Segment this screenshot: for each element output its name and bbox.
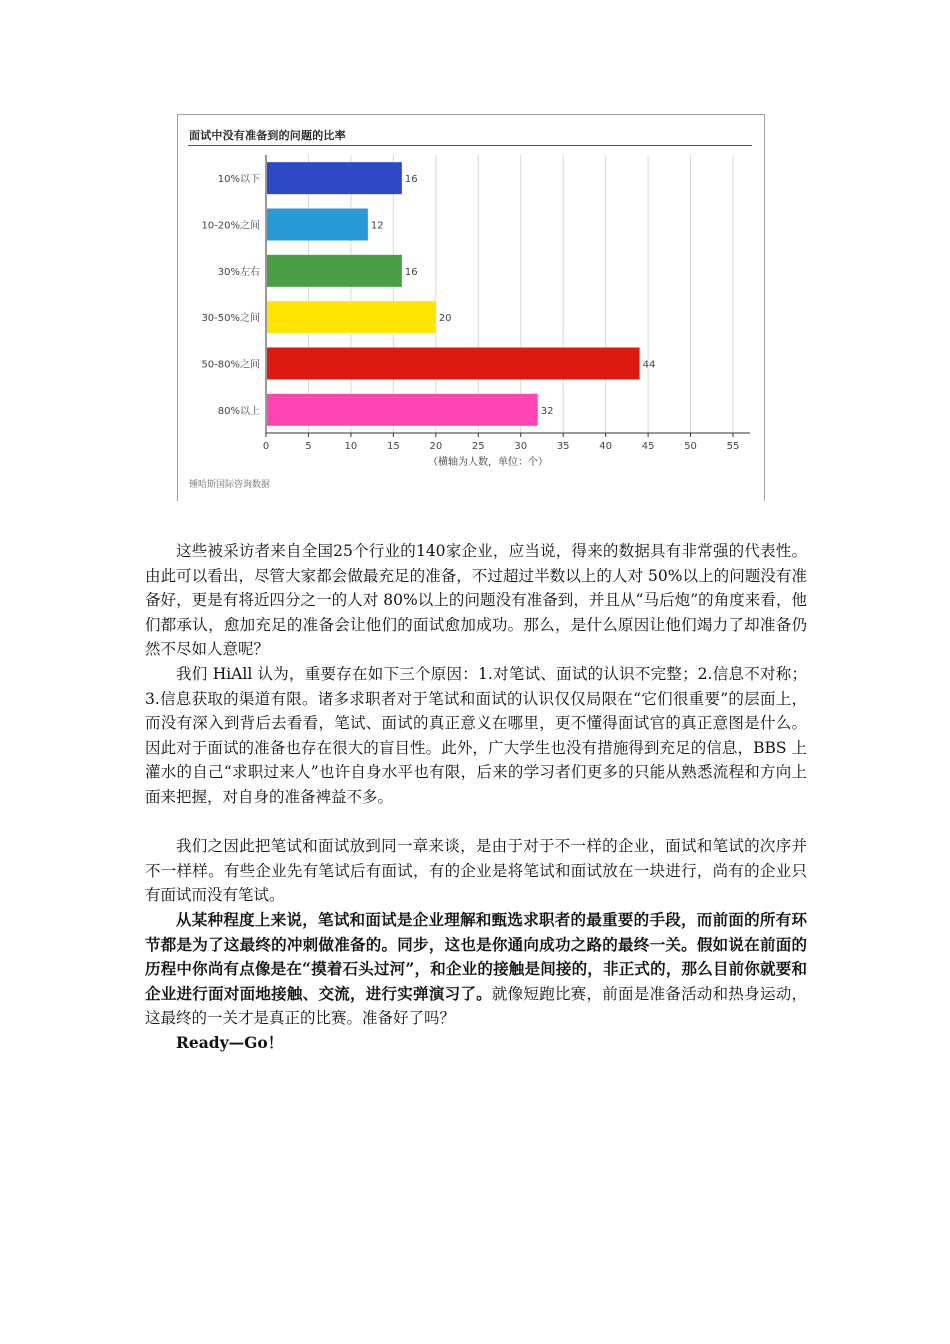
data-label: 20 <box>438 313 452 325</box>
article-body <box>145 539 807 1055</box>
x-tick-label: 5 <box>305 441 312 452</box>
chart-panel <box>177 114 765 501</box>
data-label: 44 <box>642 359 656 371</box>
category-label: 50-80%之间 <box>201 359 260 371</box>
category-label: 30-50%之间 <box>201 313 260 325</box>
category-label: 10-20%之间 <box>201 220 260 232</box>
x-tick-label: 20 <box>429 441 443 452</box>
paragraph-3: 我们之因此把笔试和面试放到同一章来谈，是由于对于不一样的企业，面试和笔试的次序并不一样样。有些企业先有笔试后有面试，有的企业是将笔试和面试放在一块进行，尚有的企业只有面试而没有笔试。 <box>145 837 807 905</box>
x-tick-label: 0 <box>262 441 270 452</box>
paragraph-2: 我们 HiAll 认为，重要存在如下三个原因：1.对笔试、面试的认识不完整；2.信息不对称；3.信息获取的渠道有限。诸多求职者对于笔试和面试的认识仅仅局限在“它们很重要”的层面上，而没有深入到背后去看看，笔试、面试的真正意义在哪里，更不懂得面试官的真正意图是什么。因此对于面试的准备也存在很大的盲目性。此外，广大学生也没有措施得到充足的信息，BBS 上灌水的自己“求职过来人”也许自身水平也有限，后来的学习者们更多的只能从熟悉流程和方向上面来把握，对自身的准备裨益不多。 <box>145 664 807 806</box>
chart-title: 面试中没有准备到的问题的比率 <box>189 129 346 142</box>
paragraph-4-rest: 就像短跑比赛，前面是准备活动和热身运动，这最终的一关才是真正的比赛。准备好了吗？ <box>145 984 807 1028</box>
data-label: 16 <box>404 174 418 186</box>
paragraph-4-bold: 从某种程度上来说，笔试和面试是企业理解和甄选求职者的最重要的手段，而前面的所有环节都是为了这最终的冲刺做准备的。同步，这也是你通向成功之路的最终一关。假如说在前面的历程中你尚有点像是在“摸着石头过河”，和企业的接触是间接的，非正式的，那么目前你就要和企业进行面对面地接触、交流，进行实弹演习了。 <box>145 909 807 1003</box>
bar <box>267 255 402 287</box>
bar <box>267 162 402 194</box>
x-tick-label: 50 <box>684 441 697 452</box>
x-tick-label: 35 <box>556 441 570 452</box>
paragraph-gap <box>145 810 807 835</box>
x-tick-label: 25 <box>471 441 485 452</box>
x-tick-label: 15 <box>387 441 400 452</box>
data-label: 32 <box>540 405 554 417</box>
x-tick-label: 55 <box>726 441 740 452</box>
bar <box>267 348 640 380</box>
x-tick-label: 10 <box>344 441 358 452</box>
chart-source: 锺哈斯国际咨询数据 <box>189 480 271 490</box>
ready-go: Ready—Go！ <box>176 1032 284 1052</box>
category-label: 10%以下 <box>217 174 260 186</box>
bar-chart <box>178 115 764 501</box>
category-label: 30%左右 <box>217 266 260 278</box>
paragraph-1: 这些被采访者来自全国25个行业的140家企业，应当说，得来的数据具有非常强的代表性。由此可以看出，尽管大家都会做最充足的准备，不过超过半数以上的人对 50%以上的问题没有准备好，更是有将近四分之一的人对 80%以上的问题没有准备到，并且从“马后炮”的角度来看，他们都承认，愈加充足的准备会让他们的面试愈加成功。那么，是什么原因让他们竭力了却准备仍然不尽如人意呢？ <box>145 542 807 659</box>
bar <box>267 209 368 241</box>
x-tick-label: 30 <box>514 441 528 452</box>
data-label: 12 <box>370 220 384 232</box>
x-tick-label: 45 <box>641 441 655 452</box>
bar <box>267 301 436 333</box>
x-tick-label: 40 <box>599 441 613 452</box>
x-axis-label: （横轴为人数，单位：个） <box>428 457 548 468</box>
paragraph-4 <box>145 908 807 1031</box>
data-label: 16 <box>404 266 418 278</box>
bar <box>267 394 538 426</box>
category-label: 80%以上 <box>217 405 260 417</box>
